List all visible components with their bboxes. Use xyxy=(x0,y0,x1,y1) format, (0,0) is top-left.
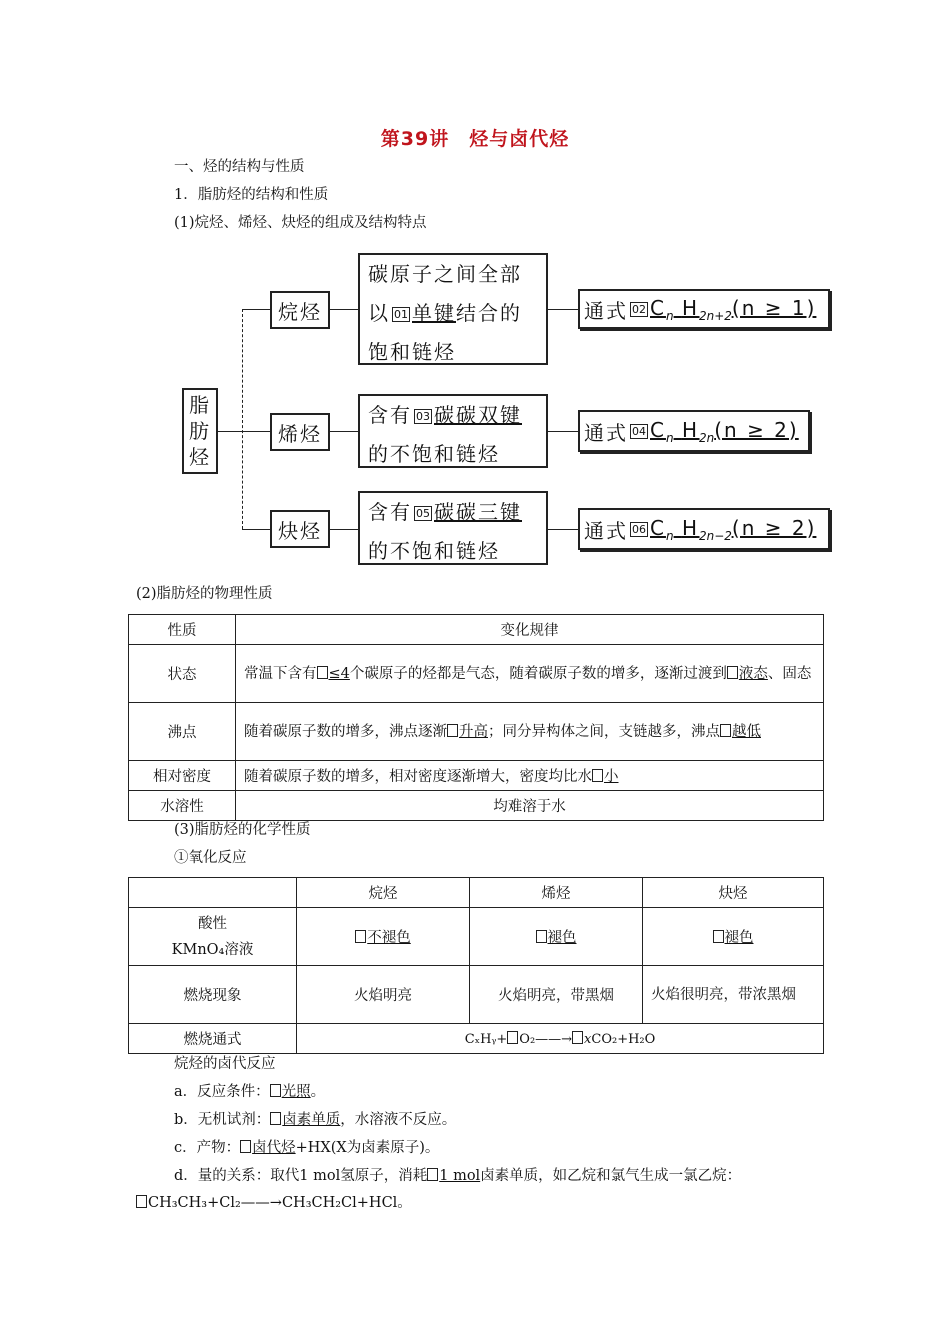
description-text xyxy=(368,294,538,333)
alkyne-label: 炔烃 xyxy=(278,518,322,543)
general-formula xyxy=(650,516,816,543)
table-header: 变化规律 xyxy=(236,615,824,645)
alkene-label: 烯烃 xyxy=(278,421,322,446)
formula-part: CO₂+H₂O xyxy=(591,1031,656,1047)
subsection-heading: 1．脂肪烃的结构和性质 xyxy=(174,187,329,203)
table-cell xyxy=(643,908,824,966)
formula-part: 2n−2 xyxy=(698,528,732,543)
alkane-box xyxy=(270,291,330,329)
description-text: 饱和链烃 xyxy=(368,340,456,364)
connector-line xyxy=(330,529,358,530)
answer-text: 碳碳三键 xyxy=(434,500,522,524)
formula-part: H xyxy=(681,295,699,320)
formula-part: C xyxy=(650,417,666,442)
table-cell xyxy=(236,761,824,791)
formula-part: n xyxy=(665,430,674,445)
cell-text: 、固态 xyxy=(767,665,812,682)
answer-text: ≤4 xyxy=(328,665,350,682)
table-header: 炔烃 xyxy=(643,878,824,908)
answer-text: 升高 xyxy=(459,723,488,740)
connector-line xyxy=(548,529,578,530)
answer-text: 单键 xyxy=(412,301,456,325)
alkene-box xyxy=(270,413,330,451)
answer-text: 褪色 xyxy=(547,930,577,946)
connector-line xyxy=(242,309,270,310)
row-label xyxy=(129,908,297,966)
cell-text: 常温下含有 xyxy=(244,665,317,682)
item-text: ，水溶液不反应。 xyxy=(340,1112,457,1128)
alkyne-structure-box xyxy=(358,491,548,565)
answer-text: 碳碳双键 xyxy=(434,403,522,427)
answer-text: 液态 xyxy=(738,665,768,682)
blank-box-icon xyxy=(270,1084,281,1097)
row-label-line: 酸性 xyxy=(198,915,227,932)
alkane-structure-box xyxy=(358,253,548,365)
row-label: 燃烧现象 xyxy=(129,966,297,1024)
table-cell: 火焰很明亮，带浓黑烟 xyxy=(643,966,824,1024)
blank-box-icon xyxy=(720,724,731,737)
root-char: 脂 xyxy=(189,393,211,417)
subsection-heading: ①氧化反应 xyxy=(174,850,247,866)
description-text: 结合的 xyxy=(456,301,522,325)
blank-box-icon xyxy=(572,1031,583,1044)
formula-condition: (n ≥ 1) xyxy=(731,295,817,320)
description-text: 的不饱和链烃 xyxy=(368,539,500,563)
blank-box-icon xyxy=(270,1112,281,1125)
equation-text: CH₃CH₃+Cl₂——→CH₃CH₂Cl+HCl。 xyxy=(148,1195,412,1211)
formula-label: 通式 xyxy=(584,518,628,543)
list-item xyxy=(174,1110,456,1130)
alkane-label: 烷烃 xyxy=(278,299,322,324)
answer-number: 05 xyxy=(416,507,430,520)
item-text: 。 xyxy=(310,1084,326,1100)
connector-line xyxy=(548,309,578,310)
item-text: d．量的关系：取代1 mol氢原子，消耗 xyxy=(174,1168,428,1184)
item-text: a．反应条件： xyxy=(174,1084,270,1100)
row-label: 沸点 xyxy=(129,703,236,761)
item-text: b．无机试剂： xyxy=(174,1112,271,1128)
blank-box-icon xyxy=(427,1168,438,1181)
subsection-heading: (2)脂肪烃的物理性质 xyxy=(136,586,273,602)
table-row xyxy=(129,645,824,703)
formula-label: 通式 xyxy=(584,420,628,445)
equation-line xyxy=(136,1193,412,1213)
blank-box-icon xyxy=(447,724,458,737)
blank-box-icon xyxy=(536,930,547,943)
connector-line xyxy=(548,431,578,432)
root-char: 烃 xyxy=(189,445,211,469)
connector-line xyxy=(242,431,270,432)
connector-dashed-line xyxy=(242,309,243,529)
table-cell: 火焰明亮 xyxy=(297,966,470,1024)
answer-number: 02 xyxy=(632,302,646,316)
section-heading: 一、烃的结构与性质 xyxy=(174,159,305,175)
formula-part: x xyxy=(584,1031,592,1047)
row-label: 水溶性 xyxy=(129,791,236,821)
alkane-formula-box xyxy=(578,289,830,329)
cell-text: 随着碳原子数的增多，沸点逐渐 xyxy=(244,723,447,740)
subsection-heading: (1)烷烃、烯烃、炔烃的组成及结构特点 xyxy=(174,215,427,231)
table-row xyxy=(129,791,824,821)
formula-part: C xyxy=(650,515,666,540)
row-label: 状态 xyxy=(129,645,236,703)
table-row xyxy=(129,703,824,761)
blank-box-icon xyxy=(507,1031,518,1044)
answer-text: 光照 xyxy=(281,1084,311,1100)
answer-text: 褪色 xyxy=(724,930,754,946)
page-title: 第39讲 烃与卤代烃 xyxy=(380,128,570,150)
general-formula xyxy=(650,296,816,323)
item-text: 卤素单质，如乙烷和氯气生成一氯乙烷： xyxy=(480,1168,742,1184)
table-header-row xyxy=(129,878,824,908)
connector-line xyxy=(330,309,358,310)
answer-number: 01 xyxy=(394,308,408,321)
table-row xyxy=(129,761,824,791)
answer-text: 1 mol xyxy=(439,1168,481,1184)
answer-number: 06 xyxy=(632,522,646,536)
blank-box-icon xyxy=(592,769,603,782)
table-cell: 均难溶于水 xyxy=(236,791,824,821)
root-char: 肪 xyxy=(189,419,211,443)
formula-condition: (n ≥ 2) xyxy=(731,515,817,540)
connector-line xyxy=(330,431,358,432)
formula-part: H xyxy=(681,417,699,442)
description-text xyxy=(368,396,538,435)
table-row xyxy=(129,908,824,966)
table-header xyxy=(129,878,297,908)
table-row xyxy=(129,1024,824,1054)
alkene-formula-box xyxy=(578,410,810,452)
formula-part: 2n+2 xyxy=(698,308,732,323)
formula-part: H xyxy=(681,515,699,540)
formula-part: C xyxy=(650,295,666,320)
description-text: 含有 xyxy=(368,500,412,524)
list-item xyxy=(174,1138,439,1158)
table-header-row xyxy=(129,615,824,645)
formula-part: n xyxy=(665,308,674,323)
blank-box-icon xyxy=(240,1140,251,1153)
table-header: 性质 xyxy=(129,615,236,645)
general-formula xyxy=(650,418,799,445)
subsection-heading: 烷烃的卤代反应 xyxy=(174,1056,276,1072)
table-cell: 火焰明亮，带黑烟 xyxy=(470,966,643,1024)
blank-box-icon xyxy=(317,666,328,679)
table-header: 烯烃 xyxy=(470,878,643,908)
alkyne-box xyxy=(270,510,330,548)
answer-text: 越低 xyxy=(732,723,761,740)
table-header: 烷烃 xyxy=(297,878,470,908)
item-text: c．产物： xyxy=(174,1140,241,1156)
formula-part: CₓHᵧ+ xyxy=(464,1031,508,1047)
subsection-heading: (3)脂肪烃的化学性质 xyxy=(174,822,311,838)
blank-box-icon xyxy=(136,1195,147,1208)
row-label: 燃烧通式 xyxy=(129,1024,297,1054)
answer-text: 卤代烃 xyxy=(252,1140,296,1156)
cell-text: ；同分异构体之间，支链越多，沸点 xyxy=(488,723,720,740)
description-text: 碳原子之间全部 xyxy=(368,262,522,286)
list-item xyxy=(174,1166,741,1186)
formula-part: n xyxy=(665,528,674,543)
blank-box-icon xyxy=(713,930,724,943)
formula-label: 通式 xyxy=(584,298,628,323)
table-cell xyxy=(297,1024,824,1054)
physical-properties-table xyxy=(128,614,824,821)
row-label-line: KMnO₄溶液 xyxy=(171,941,254,958)
alkene-structure-box xyxy=(358,394,548,468)
description-text: 的不饱和链烃 xyxy=(368,442,500,466)
blank-box-icon xyxy=(727,666,738,679)
formula-part: O₂——→ xyxy=(519,1031,573,1047)
item-text: +HX(X为卤素原子)。 xyxy=(295,1140,440,1156)
table-cell xyxy=(297,908,470,966)
description-text: 以 xyxy=(368,301,390,325)
answer-text: 卤素单质 xyxy=(282,1112,341,1128)
answer-text: 小 xyxy=(604,769,619,785)
answer-number: 03 xyxy=(416,410,430,423)
list-item xyxy=(174,1082,325,1102)
formula-part: 2n xyxy=(698,430,715,445)
oxidation-table xyxy=(128,877,824,1054)
table-row xyxy=(129,966,824,1024)
answer-number: 04 xyxy=(632,424,646,438)
table-cell xyxy=(236,703,824,761)
table-cell xyxy=(236,645,824,703)
alkyne-formula-box xyxy=(578,508,830,550)
cell-text: 随着碳原子数的增多，相对密度逐渐增大，密度均比水 xyxy=(244,769,592,785)
formula-condition: (n ≥ 2) xyxy=(714,417,799,442)
answer-text: 不褪色 xyxy=(367,930,411,946)
description-text: 含有 xyxy=(368,403,412,427)
row-label: 相对密度 xyxy=(129,761,236,791)
table-cell xyxy=(470,908,643,966)
blank-box-icon xyxy=(355,930,366,943)
description-text xyxy=(368,493,538,532)
cell-text: 个碳原子的烃都是气态，随着碳原子数的增多，逐渐过渡到 xyxy=(349,665,727,682)
diagram-root-box xyxy=(182,388,218,474)
connector-line xyxy=(242,529,270,530)
connector-line xyxy=(218,431,243,432)
